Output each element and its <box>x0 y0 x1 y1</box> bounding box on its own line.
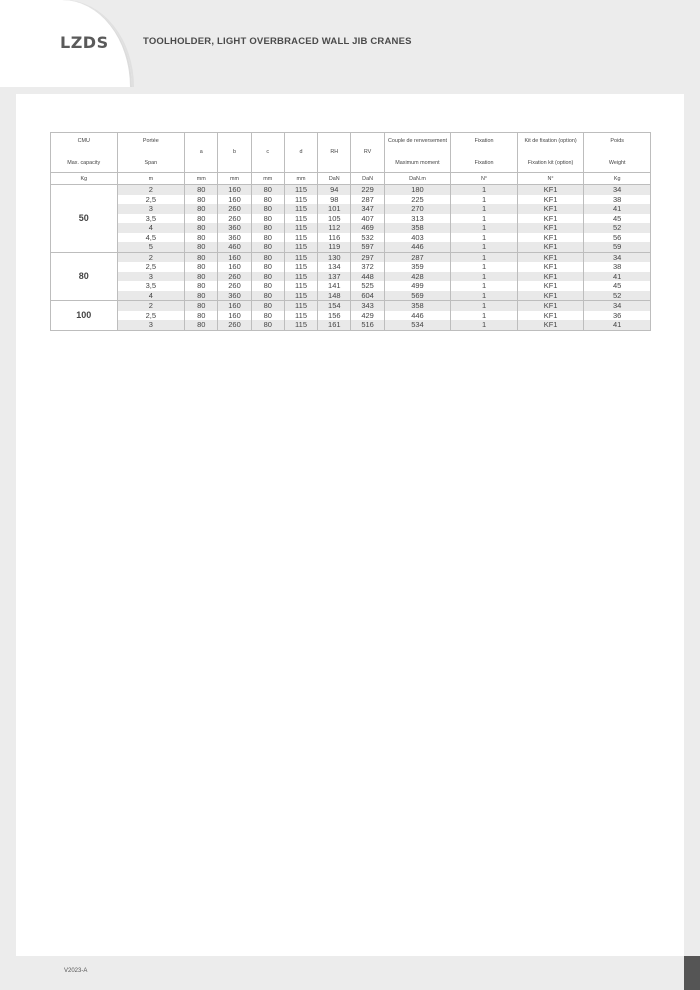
table-cell: 532 <box>351 233 384 243</box>
table-row <box>51 281 651 291</box>
table-row <box>51 223 651 233</box>
table-cell: 156 <box>318 311 351 321</box>
table-cell: 56 <box>584 233 651 243</box>
header-label: Fixation <box>474 137 494 144</box>
table-cell: 4,5 <box>117 233 185 243</box>
table-cell: 115 <box>284 291 317 301</box>
table-cell: 358 <box>384 223 451 233</box>
table-cell: 41 <box>584 272 651 282</box>
capacity-cell: 50 <box>51 185 118 253</box>
table-cell: 534 <box>384 320 451 330</box>
table-cell: 358 <box>384 301 451 311</box>
table-cell: 525 <box>351 281 384 291</box>
header-sublabel: Span <box>144 160 158 167</box>
unit-cell: mm <box>284 173 317 185</box>
table-cell: 446 <box>384 242 451 252</box>
table-cell: 359 <box>384 262 451 272</box>
table-cell: 94 <box>318 185 351 195</box>
column-header <box>384 133 451 173</box>
table-row <box>51 195 651 205</box>
table-cell: 260 <box>218 320 251 330</box>
header-sublabel: Max. capacity <box>67 160 101 167</box>
table-cell: 41 <box>584 320 651 330</box>
table-cell: 80 <box>185 223 218 233</box>
table-row <box>51 291 651 301</box>
column-header: a <box>185 133 218 173</box>
table-cell: 115 <box>284 281 317 291</box>
column-header <box>584 133 651 173</box>
table-cell: 260 <box>218 272 251 282</box>
header-label: Portée <box>142 137 159 144</box>
column-header <box>517 133 584 173</box>
table-cell: 1 <box>451 195 518 205</box>
table-cell: 80 <box>185 204 218 214</box>
table-cell: KF1 <box>517 311 584 321</box>
table-row <box>51 242 651 252</box>
table-cell: 115 <box>284 214 317 224</box>
table-cell: 3 <box>117 204 185 214</box>
table-cell: 80 <box>251 252 284 262</box>
table-cell: 115 <box>284 195 317 205</box>
table-cell: KF1 <box>517 281 584 291</box>
table-cell: 116 <box>318 233 351 243</box>
table-cell: 80 <box>251 185 284 195</box>
table-cell: 343 <box>351 301 384 311</box>
table-cell: 3,5 <box>117 281 185 291</box>
table-cell: 499 <box>384 281 451 291</box>
table-cell: 80 <box>251 272 284 282</box>
table-row <box>51 185 651 195</box>
table-cell: 80 <box>251 204 284 214</box>
table-cell: 80 <box>251 291 284 301</box>
table-cell: 2,5 <box>117 262 185 272</box>
column-header: RV <box>351 133 384 173</box>
table-cell: 287 <box>384 252 451 262</box>
table-cell: 36 <box>584 311 651 321</box>
table-cell: 160 <box>218 311 251 321</box>
table-cell: 297 <box>351 252 384 262</box>
table-cell: 260 <box>218 214 251 224</box>
column-header: d <box>284 133 317 173</box>
table-cell: 80 <box>185 281 218 291</box>
table-cell: 225 <box>384 195 451 205</box>
table-cell: 115 <box>284 311 317 321</box>
table-cell: KF1 <box>517 272 584 282</box>
table-cell: 80 <box>251 223 284 233</box>
table-cell: 5 <box>117 242 185 252</box>
table-cell: 80 <box>185 195 218 205</box>
table-cell: KF1 <box>517 252 584 262</box>
table-cell: KF1 <box>517 301 584 311</box>
column-header <box>117 133 185 173</box>
unit-cell: mm <box>185 173 218 185</box>
unit-cell: DaN.m <box>384 173 451 185</box>
table-cell: 141 <box>318 281 351 291</box>
table-cell: 360 <box>218 223 251 233</box>
table-cell: 38 <box>584 262 651 272</box>
header-label: Couple de renversement <box>387 137 447 144</box>
table-cell: 112 <box>318 223 351 233</box>
table-cell: 80 <box>251 242 284 252</box>
table-cell: KF1 <box>517 204 584 214</box>
brand-title: LZDS <box>60 33 109 52</box>
column-header: c <box>251 133 284 173</box>
table-cell: 45 <box>584 214 651 224</box>
table-cell: 80 <box>251 320 284 330</box>
unit-cell: Kg <box>51 173 118 185</box>
header-sublabel: Fixation <box>474 160 494 167</box>
corner-marker-bottom <box>684 956 700 990</box>
table-cell: 569 <box>384 291 451 301</box>
table-cell: 98 <box>318 195 351 205</box>
unit-cell: N° <box>517 173 584 185</box>
table-cell: KF1 <box>517 223 584 233</box>
table-cell: 428 <box>384 272 451 282</box>
table-row <box>51 204 651 214</box>
unit-cell: DaN <box>318 173 351 185</box>
table-cell: KF1 <box>517 291 584 301</box>
table-cell: 448 <box>351 272 384 282</box>
page-title: TOOLHOLDER, LIGHT OVERBRACED WALL JIB CRANES <box>143 36 412 47</box>
header-sublabel: Fixation kit (option) <box>527 160 574 167</box>
table-cell: 597 <box>351 242 384 252</box>
table-cell: 160 <box>218 195 251 205</box>
table-cell: KF1 <box>517 233 584 243</box>
table-cell: 260 <box>218 204 251 214</box>
capacity-cell: 80 <box>51 252 118 301</box>
table-cell: 80 <box>251 281 284 291</box>
table-cell: 1 <box>451 242 518 252</box>
table-cell: 105 <box>318 214 351 224</box>
table-row <box>51 320 651 330</box>
table-cell: 80 <box>185 301 218 311</box>
table-cell: 41 <box>584 204 651 214</box>
unit-cell: m <box>117 173 185 185</box>
table-cell: 38 <box>584 195 651 205</box>
table-cell: 80 <box>185 272 218 282</box>
table-cell: 101 <box>318 204 351 214</box>
version-label: V2023-A <box>64 968 88 974</box>
table-cell: KF1 <box>517 185 584 195</box>
table-cell: 80 <box>185 214 218 224</box>
table-cell: 469 <box>351 223 384 233</box>
table-cell: 460 <box>218 242 251 252</box>
table-cell: 160 <box>218 262 251 272</box>
table-cell: 80 <box>185 320 218 330</box>
table-cell: 80 <box>251 195 284 205</box>
table-cell: 1 <box>451 214 518 224</box>
table-cell: 154 <box>318 301 351 311</box>
table-cell: 2 <box>117 185 185 195</box>
table-cell: 34 <box>584 301 651 311</box>
table-cell: 52 <box>584 291 651 301</box>
table-cell: 1 <box>451 252 518 262</box>
table-cell: 80 <box>251 301 284 311</box>
table-cell: KF1 <box>517 242 584 252</box>
table-cell: 115 <box>284 262 317 272</box>
table-cell: 160 <box>218 301 251 311</box>
table-cell: 80 <box>185 233 218 243</box>
table-cell: 80 <box>251 262 284 272</box>
table-cell: KF1 <box>517 214 584 224</box>
header-label: CMU <box>77 137 90 144</box>
table-cell: 1 <box>451 204 518 214</box>
table-cell: 115 <box>284 223 317 233</box>
table-cell: 130 <box>318 252 351 262</box>
table-cell: 34 <box>584 185 651 195</box>
table-cell: 1 <box>451 223 518 233</box>
table-cell: 1 <box>451 262 518 272</box>
table-cell: 403 <box>384 233 451 243</box>
table-row <box>51 301 651 311</box>
table-cell: 1 <box>451 281 518 291</box>
table-cell: 115 <box>284 320 317 330</box>
table-cell: 115 <box>284 301 317 311</box>
table-cell: 1 <box>451 233 518 243</box>
table-cell: 80 <box>185 252 218 262</box>
table-cell: 4 <box>117 291 185 301</box>
table-row <box>51 252 651 262</box>
table-cell: 59 <box>584 242 651 252</box>
table-row <box>51 233 651 243</box>
table-cell: 2 <box>117 301 185 311</box>
table-cell: 148 <box>318 291 351 301</box>
table-cell: 1 <box>451 320 518 330</box>
table-cell: 80 <box>251 233 284 243</box>
table-cell: 115 <box>284 233 317 243</box>
header-sublabel: Weight <box>608 160 626 167</box>
column-header: b <box>218 133 251 173</box>
units-row <box>51 173 651 185</box>
table-cell: 1 <box>451 291 518 301</box>
table-row <box>51 214 651 224</box>
header-sublabel: Maximum moment <box>395 160 440 167</box>
table-cell: 161 <box>318 320 351 330</box>
table-cell: 80 <box>185 291 218 301</box>
table-cell: 3 <box>117 320 185 330</box>
table-cell: 80 <box>185 242 218 252</box>
table-cell: 372 <box>351 262 384 272</box>
table-cell: 360 <box>218 233 251 243</box>
table-cell: 260 <box>218 281 251 291</box>
table-cell: 229 <box>351 185 384 195</box>
table-cell: KF1 <box>517 320 584 330</box>
table-cell: 407 <box>351 214 384 224</box>
table-cell: 115 <box>284 252 317 262</box>
unit-cell: Kg <box>584 173 651 185</box>
table-cell: 80 <box>251 214 284 224</box>
table-cell: 4 <box>117 223 185 233</box>
table-cell: 80 <box>185 185 218 195</box>
table-cell: 160 <box>218 185 251 195</box>
table-cell: 1 <box>451 301 518 311</box>
table-cell: 270 <box>384 204 451 214</box>
table-cell: 45 <box>584 281 651 291</box>
spec-table <box>50 132 651 331</box>
table-cell: 134 <box>318 262 351 272</box>
column-header <box>51 133 118 173</box>
table-cell: 115 <box>284 242 317 252</box>
unit-cell: N° <box>451 173 518 185</box>
column-header: RH <box>318 133 351 173</box>
header-label: Poids <box>610 137 624 144</box>
table-cell: 160 <box>218 252 251 262</box>
table-cell: 115 <box>284 272 317 282</box>
unit-cell: DaN <box>351 173 384 185</box>
table-cell: 516 <box>351 320 384 330</box>
table-cell: 52 <box>584 223 651 233</box>
table-cell: 1 <box>451 185 518 195</box>
table-cell: 119 <box>318 242 351 252</box>
table-cell: 313 <box>384 214 451 224</box>
table-cell: 2,5 <box>117 311 185 321</box>
unit-cell: mm <box>218 173 251 185</box>
unit-cell: mm <box>251 173 284 185</box>
table-cell: 3 <box>117 272 185 282</box>
table-row <box>51 272 651 282</box>
table-cell: 360 <box>218 291 251 301</box>
table-cell: KF1 <box>517 195 584 205</box>
table-cell: 137 <box>318 272 351 282</box>
table-row <box>51 262 651 272</box>
table-cell: 604 <box>351 291 384 301</box>
table-cell: KF1 <box>517 262 584 272</box>
table-cell: 80 <box>185 311 218 321</box>
capacity-cell: 100 <box>51 301 118 331</box>
table-cell: 347 <box>351 204 384 214</box>
table-cell: 34 <box>584 252 651 262</box>
header-row <box>51 133 651 173</box>
table-cell: 2,5 <box>117 195 185 205</box>
table-row <box>51 311 651 321</box>
table-cell: 429 <box>351 311 384 321</box>
header-label: Kit de fixation (option) <box>524 137 577 144</box>
table-cell: 3,5 <box>117 214 185 224</box>
table-cell: 115 <box>284 185 317 195</box>
column-header <box>451 133 518 173</box>
table-cell: 80 <box>251 311 284 321</box>
table-cell: 180 <box>384 185 451 195</box>
page-header <box>0 0 700 87</box>
table-cell: 1 <box>451 272 518 282</box>
table-cell: 2 <box>117 252 185 262</box>
table-cell: 80 <box>185 262 218 272</box>
table-cell: 1 <box>451 311 518 321</box>
table-cell: 115 <box>284 204 317 214</box>
table-cell: 287 <box>351 195 384 205</box>
page-content <box>16 94 684 956</box>
table-cell: 446 <box>384 311 451 321</box>
